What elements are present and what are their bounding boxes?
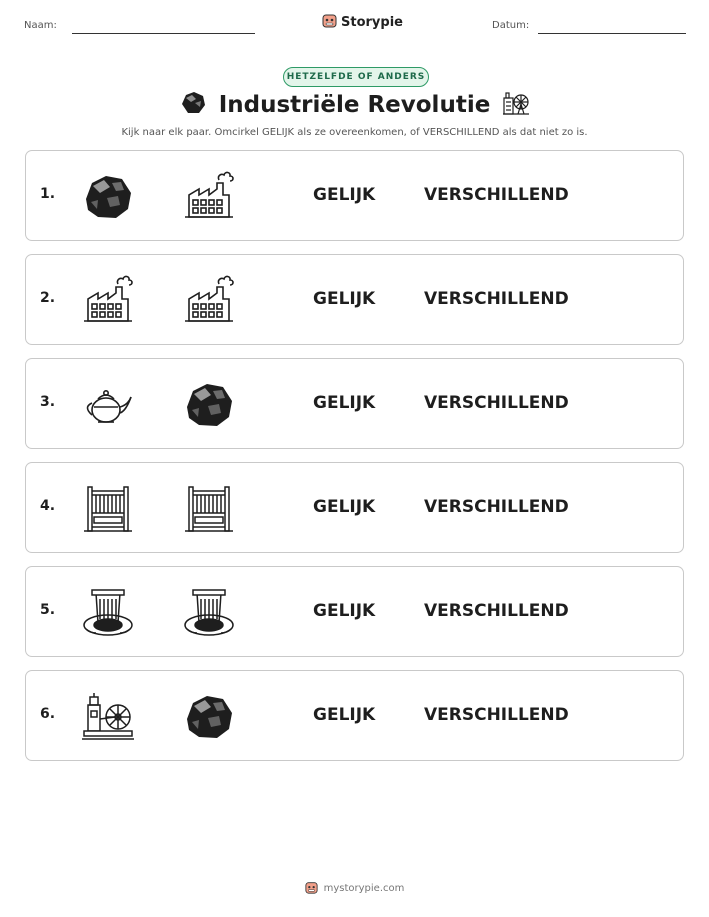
factory-ferris-wheel-icon <box>502 90 530 120</box>
brand-name: Storypie <box>341 15 403 30</box>
question-number: 4. <box>40 498 56 514</box>
footer-url[interactable]: mystorypie.com <box>323 883 405 894</box>
instructions: Kijk naar elk paar. Omcirkel GELIJK als ze overeenkomen, of VERSCHILLEND als dat niet zo is. <box>121 127 588 138</box>
different-option[interactable]: VERSCHILLEND <box>424 497 569 517</box>
question-number: 2. <box>40 290 56 306</box>
question-row <box>25 358 684 449</box>
page-title: Industriële Revolutie <box>218 92 491 118</box>
mine-shaft-icon <box>80 585 136 639</box>
coal-icon <box>80 169 136 223</box>
question-number: 6. <box>40 706 56 722</box>
name-label: Naam: <box>24 20 57 31</box>
same-option[interactable]: GELIJK <box>313 185 376 205</box>
different-option[interactable]: VERSCHILLEND <box>424 289 569 309</box>
name-line[interactable] <box>72 33 255 34</box>
footer <box>0 879 709 898</box>
mine-shaft-icon <box>181 585 237 639</box>
question-number: 1. <box>40 186 56 202</box>
factory-icon <box>80 273 136 327</box>
different-option[interactable]: VERSCHILLEND <box>424 705 569 725</box>
steam-engine-icon <box>80 689 136 743</box>
title-row <box>0 90 709 120</box>
coal-icon <box>181 377 237 431</box>
different-option[interactable]: VERSCHILLEND <box>424 393 569 413</box>
loom-icon <box>181 481 237 535</box>
question-number: 5. <box>40 602 56 618</box>
question-row <box>25 670 684 761</box>
different-option[interactable]: VERSCHILLEND <box>424 601 569 621</box>
same-option[interactable]: GELIJK <box>313 289 376 309</box>
brand-logo <box>322 13 403 32</box>
same-option[interactable]: GELIJK <box>313 705 376 725</box>
category-badge: HETZELFDE OF ANDERS <box>283 67 429 87</box>
question-row <box>25 150 684 241</box>
same-option[interactable]: GELIJK <box>313 393 376 413</box>
question-row <box>25 254 684 345</box>
question-number: 3. <box>40 394 56 410</box>
coal-icon <box>179 90 207 120</box>
coal-icon <box>181 689 237 743</box>
factory-icon <box>181 273 237 327</box>
different-option[interactable]: VERSCHILLEND <box>424 185 569 205</box>
storypie-mascot-icon <box>322 13 337 32</box>
factory-icon <box>181 169 237 223</box>
same-option[interactable]: GELIJK <box>313 497 376 517</box>
same-option[interactable]: GELIJK <box>313 601 376 621</box>
loom-icon <box>80 481 136 535</box>
storypie-mascot-icon <box>305 879 318 898</box>
question-row <box>25 462 684 553</box>
question-row <box>25 566 684 657</box>
date-line[interactable] <box>538 33 686 34</box>
teapot-icon <box>80 377 136 431</box>
date-label: Datum: <box>492 20 530 31</box>
